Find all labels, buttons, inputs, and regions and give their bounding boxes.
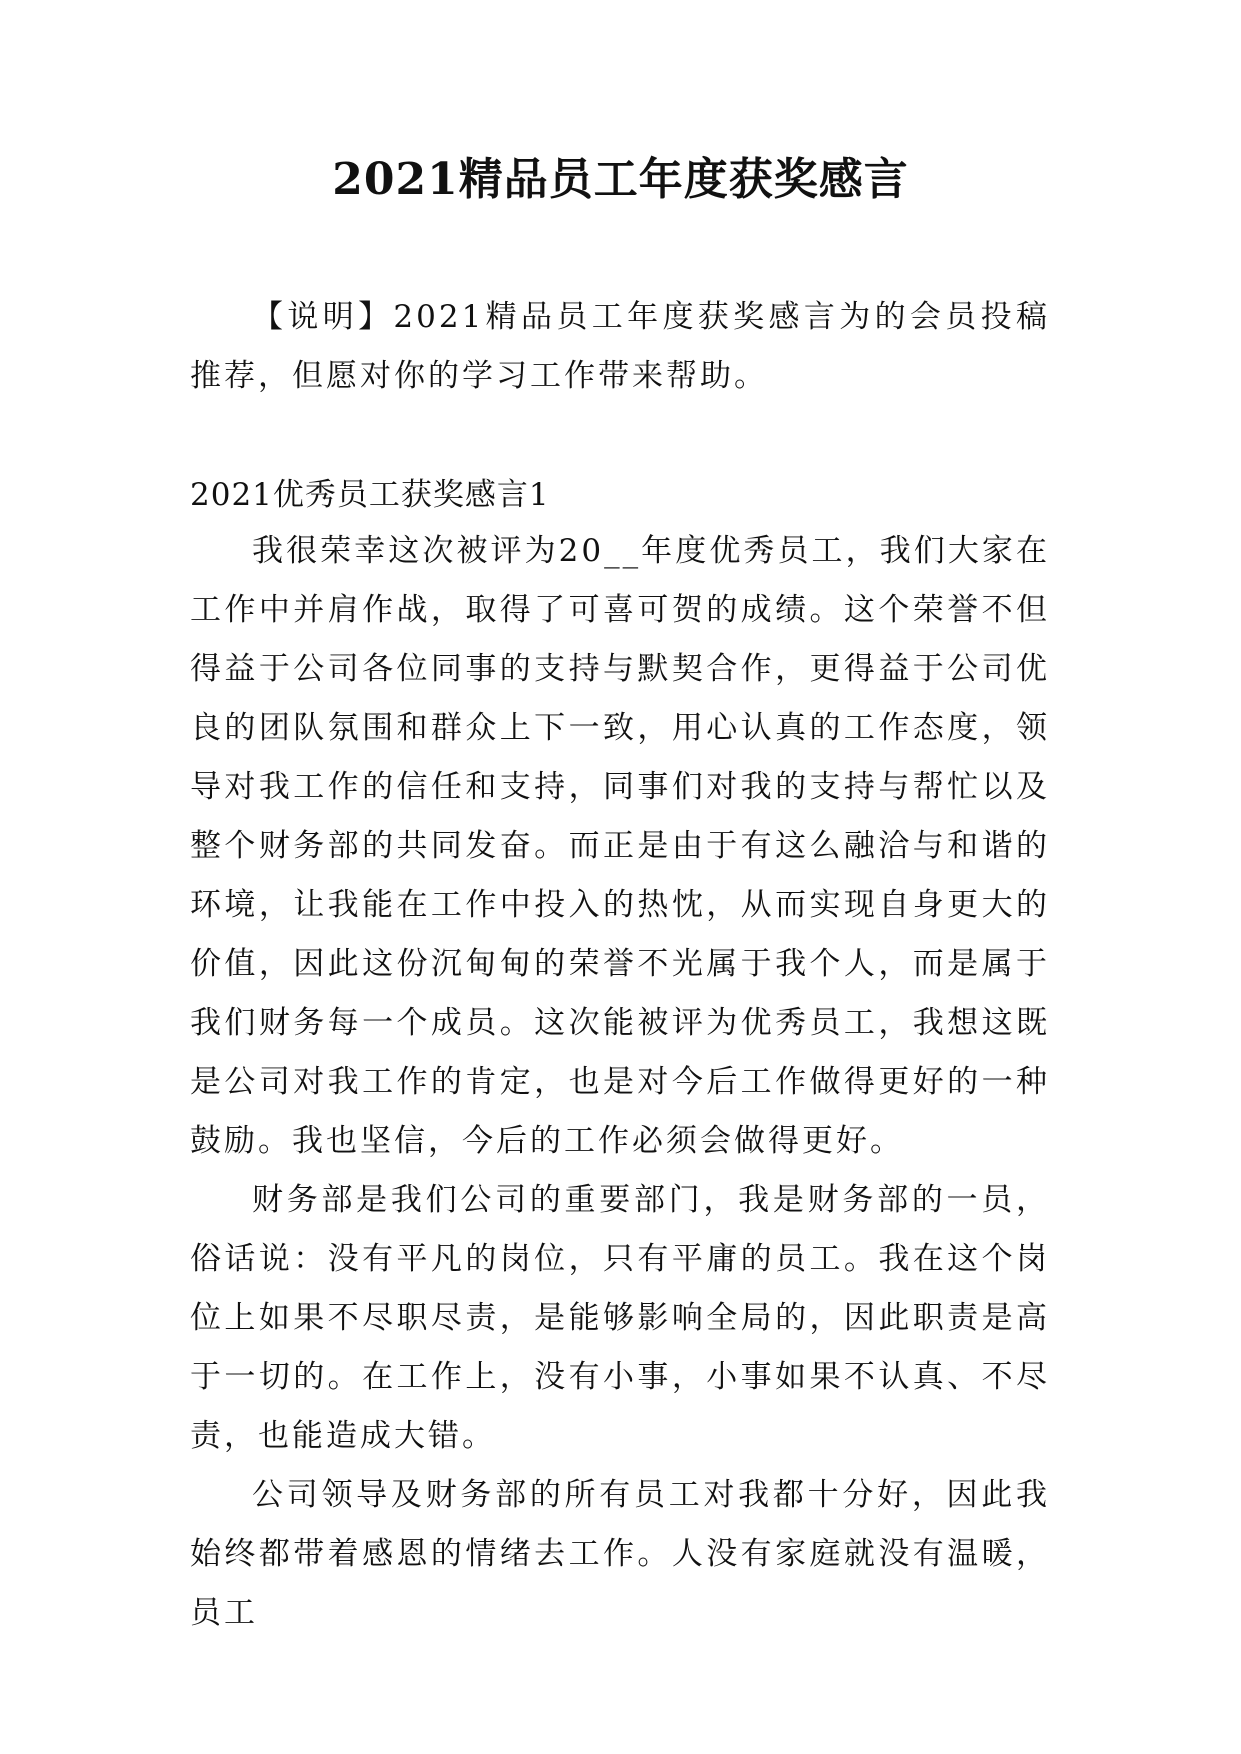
section-heading: 2021优秀员工获奖感言1 [190, 477, 550, 513]
paragraph-1: 我很荣幸这次被评为20__年度优秀员工，我们大家在工作中并肩作战，取得了可喜可贺的成绩。这个荣誉不但得益于公司各位同事的支持与默契合作，更得益于公司优良的团队氛围和群众上下一致，用心认真的工作态度，领导对我工作的信任和支持，同事们对我的支持与帮忙以及整个财务部的共同发奋。而正是由于有这么融洽与和谐的环境，让我能在工作中投入的热忱，从而实现自身更大的价值，因此这份沉甸甸的荣誉不光属于我个人，而是属于我们财务每一个成员。这次能被评为优秀员工，我想这既是公司对我工作的肯定，也是对今后工作做得更好的一种鼓励。我也坚信，今后的工作必须会做得更好。 [190, 533, 1050, 1159]
document-title: 2021精品员工年度获奖感言 [332, 154, 909, 205]
paragraph-3: 公司领导及财务部的所有员工对我都十分好，因此我始终都带着感恩的情绪去工作。人没有家庭就没有温暖，员工 [190, 1477, 1050, 1631]
body-paragraphs [190, 522, 1050, 1643]
intro-note [190, 288, 1050, 406]
intro-note-text: 【说明】2021精品员工年度获奖感言为的会员投稿推荐，但愿对你的学习工作带来帮助。 [190, 299, 1050, 394]
paragraph-2: 财务部是我们公司的重要部门，我是财务部的一员，俗话说：没有平凡的岗位，只有平庸的员工。我在这个岗位上如果不尽职尽责，是能够影响全局的，因此职责是高于一切的。在工作上，没有小事，小事如果不认真、不尽责，也能造成大错。 [190, 1182, 1050, 1454]
